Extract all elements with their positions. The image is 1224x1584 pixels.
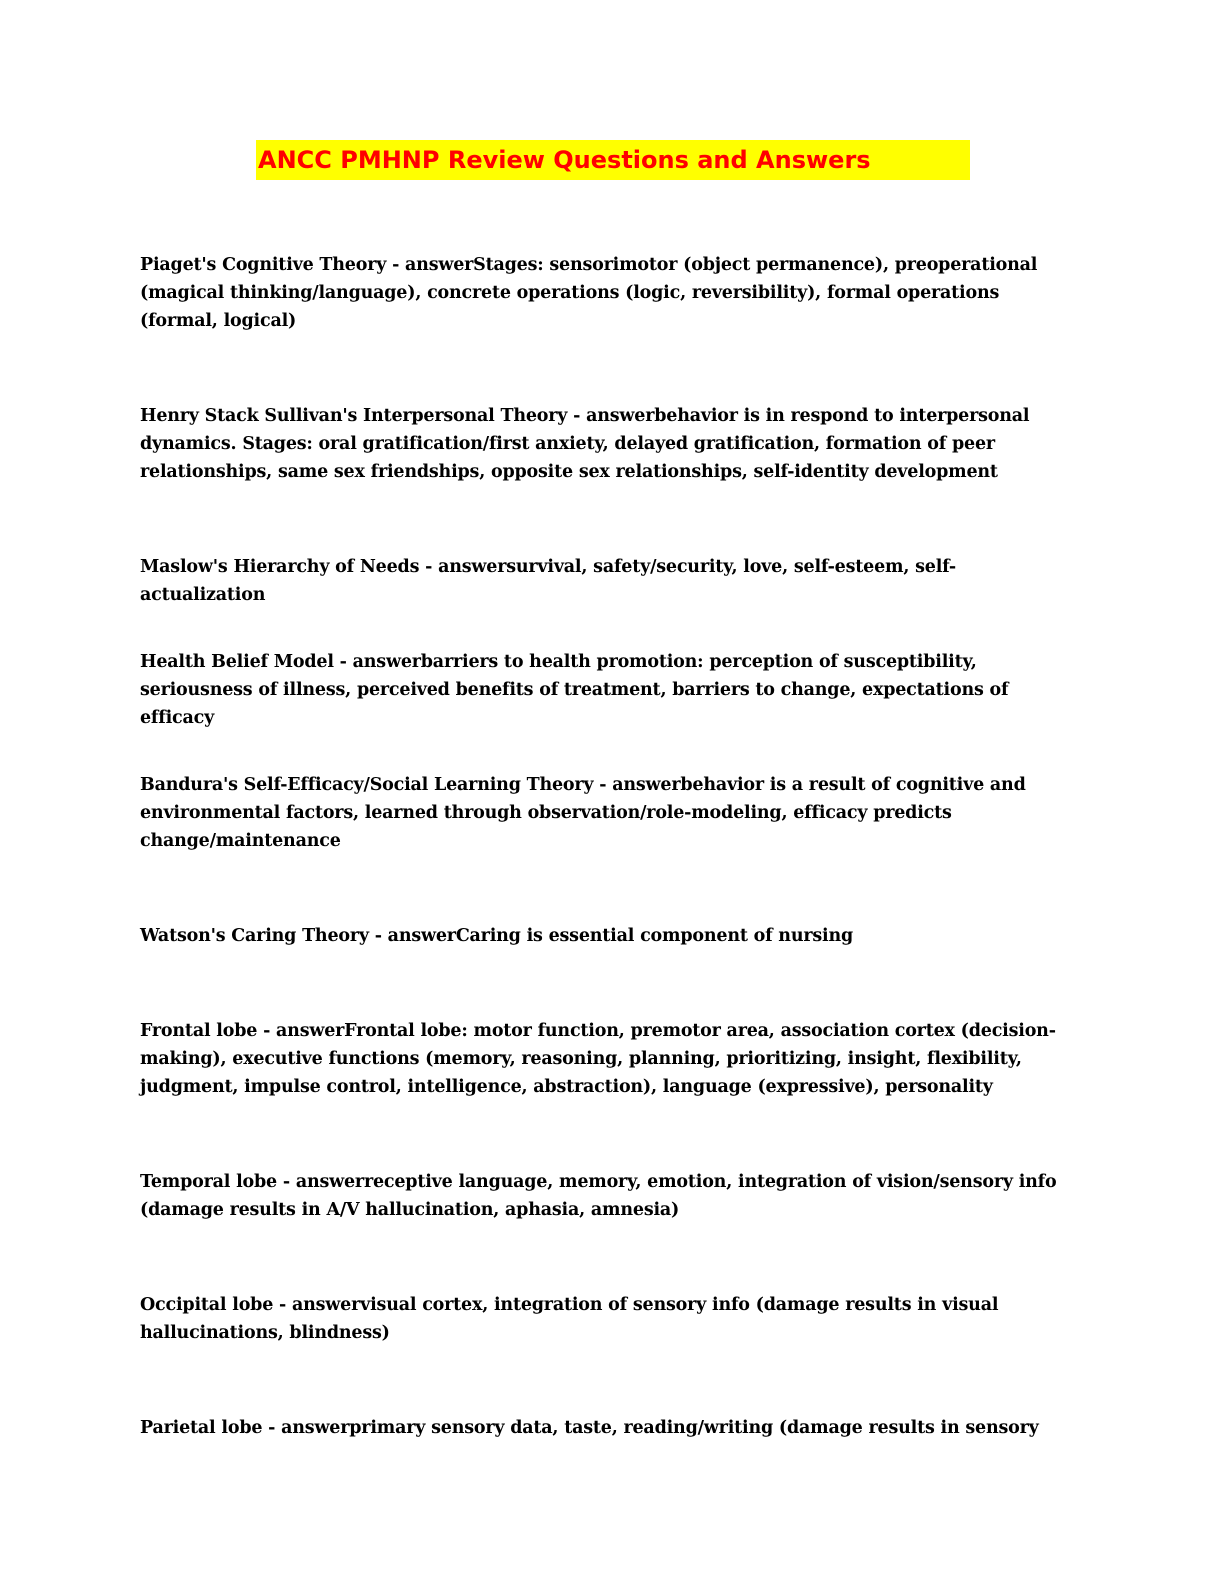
qa-entry-parietal-lobe: Parietal lobe - answerprimary sensory data, taste, reading/writing (damage results in sensory <box>140 1418 1039 1438</box>
qa-entry-bandura: Bandura's Self-Efficacy/Social Learning Theory - answerbehavior is a result of cognitive and environmental factors, learned through observation/role-modeling, efficacy predicts change/maintenance <box>140 775 1026 851</box>
qa-entry-frontal-lobe: Frontal lobe - answerFrontal lobe: motor function, premotor area, association cortex (decision-making), executive functions (memory, reasoning, planning, prioritizing, insight, flexibility, judgment, impulse control, intelligence, abstraction), language (expressive), personality <box>140 1021 1056 1097</box>
page-title: ANCC PMHNP Review Questions and Answers <box>258 146 871 174</box>
qa-entry-piaget: Piaget's Cognitive Theory - answerStages: sensorimotor (object permanence), preoperational (magical thinking/language), concrete operations (logic, reversibility), formal operations (formal, logical) <box>140 255 1038 331</box>
title-highlight <box>256 140 970 180</box>
qa-entry-watson: Watson's Caring Theory - answerCaring is essential component of nursing <box>140 926 854 946</box>
qa-entry-sullivan: Henry Stack Sullivan's Interpersonal Theory - answerbehavior is in respond to interpersonal dynamics. Stages: oral gratification/first anxiety, delayed gratification, formation of peer relationships, same sex friendships, opposite sex relationships, self-identity development <box>140 406 1030 482</box>
qa-entry-maslow: Maslow's Hierarchy of Needs - answersurvival, safety/security, love, self-esteem, self-actualization <box>140 557 956 605</box>
qa-entry-health-belief: Health Belief Model - answerbarriers to health promotion: perception of susceptibility, seriousness of illness, perceived benefits of treatment, barriers to change, expectations of efficacy <box>140 652 1009 728</box>
qa-entry-occipital-lobe: Occipital lobe - answervisual cortex, integration of sensory info (damage results in visual hallucinations, blindness) <box>140 1295 999 1343</box>
qa-entry-temporal-lobe: Temporal lobe - answerreceptive language, memory, emotion, integration of vision/sensory info (damage results in A/V hallucination, aphasia, amnesia) <box>140 1172 1057 1220</box>
